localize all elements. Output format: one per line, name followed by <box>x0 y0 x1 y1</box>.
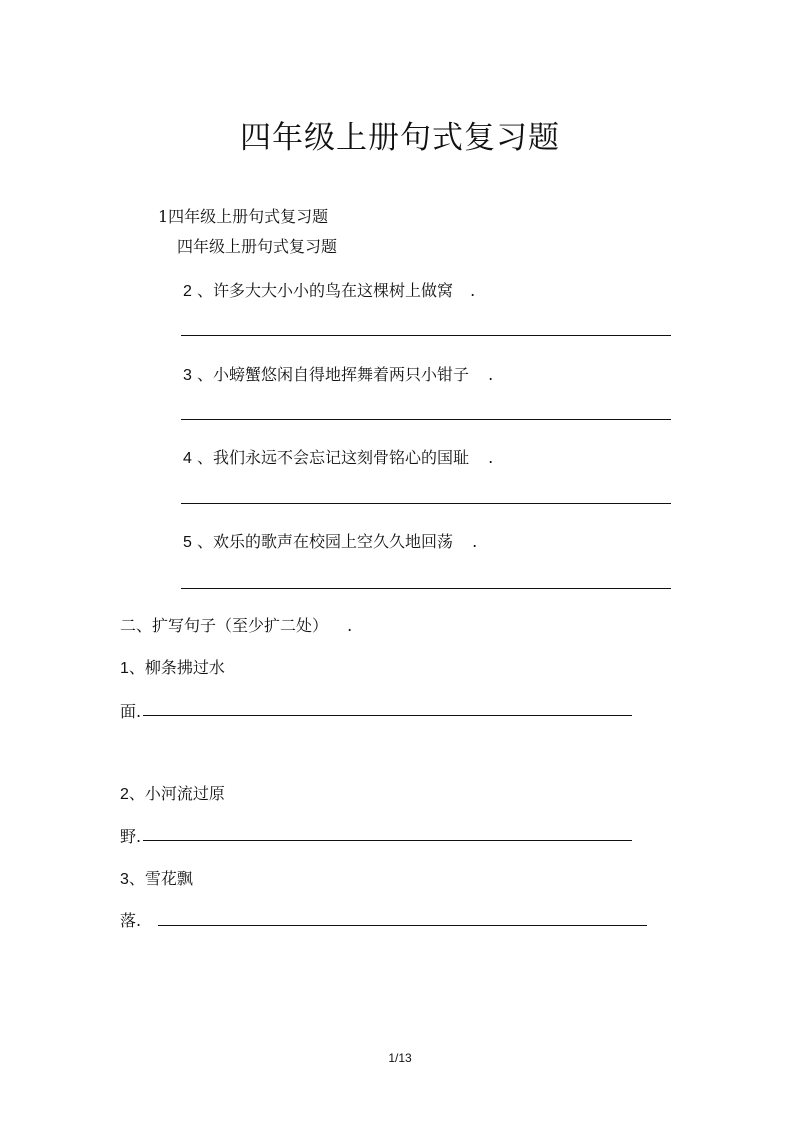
section-title-text: 二、扩写句子（至少扩二处） <box>120 616 329 635</box>
question-2 <box>183 278 475 301</box>
question-text: 欢乐的歌声在校园上空久久地回荡 <box>213 532 454 551</box>
question-number: 5 <box>183 534 192 551</box>
answer-line-expand-1[interactable] <box>143 715 632 716</box>
question-separator: 、 <box>197 532 214 551</box>
question-5 <box>183 529 477 552</box>
section-title-end: . <box>347 616 353 635</box>
expand-item-2-cont: 野. <box>120 827 142 846</box>
item-separator: 、 <box>128 869 145 888</box>
expand-item-2 <box>120 781 225 804</box>
question-number: 3 <box>183 367 192 384</box>
item-text: 小河流过原 <box>144 784 225 803</box>
expand-item-1-cont: 面. <box>120 702 142 721</box>
page-number: 1/13 <box>388 1051 412 1065</box>
question-3 <box>183 362 493 385</box>
expand-item-1 <box>120 655 225 678</box>
expand-item-3-cont: 落. <box>120 911 142 930</box>
answer-line-4[interactable] <box>181 503 671 504</box>
question-number: 4 <box>183 450 192 467</box>
question-text: 小螃蟹悠闲自得地挥舞着两只小钳子 <box>213 365 470 384</box>
heading-line-2: 四年级上册句式复习题 <box>177 237 338 256</box>
page-title: 四年级上册句式复习题 <box>240 120 560 156</box>
answer-line-expand-2[interactable] <box>143 840 632 841</box>
question-4 <box>183 445 493 468</box>
question-separator: 、 <box>197 448 214 467</box>
item-separator: 、 <box>128 658 145 677</box>
item-separator: 、 <box>128 784 145 803</box>
question-end-mark: . <box>488 365 494 384</box>
item-number: 3 <box>120 871 129 888</box>
answer-line-3[interactable] <box>181 419 671 420</box>
item-text: 柳条拂过水 <box>144 658 225 677</box>
answer-line-expand-3[interactable] <box>158 925 647 926</box>
question-end-mark: . <box>488 448 494 467</box>
item-text: 雪花飘 <box>144 869 193 888</box>
section-2-title <box>120 613 352 636</box>
question-end-mark: . <box>470 281 476 300</box>
question-separator: 、 <box>197 281 214 300</box>
expand-item-3 <box>120 866 193 889</box>
answer-line-2[interactable] <box>181 335 671 336</box>
question-number: 2 <box>183 283 192 300</box>
heading-line-1: 1四年级上册句式复习题 <box>158 207 329 226</box>
answer-line-5[interactable] <box>181 588 671 589</box>
item-number: 1 <box>120 660 129 677</box>
question-text: 许多大大小小的鸟在这棵树上做窝 <box>213 281 454 300</box>
question-separator: 、 <box>197 365 214 384</box>
question-end-mark: . <box>472 532 478 551</box>
question-text: 我们永远不会忘记这刻骨铭心的国耻 <box>213 448 470 467</box>
item-number: 2 <box>120 786 129 803</box>
